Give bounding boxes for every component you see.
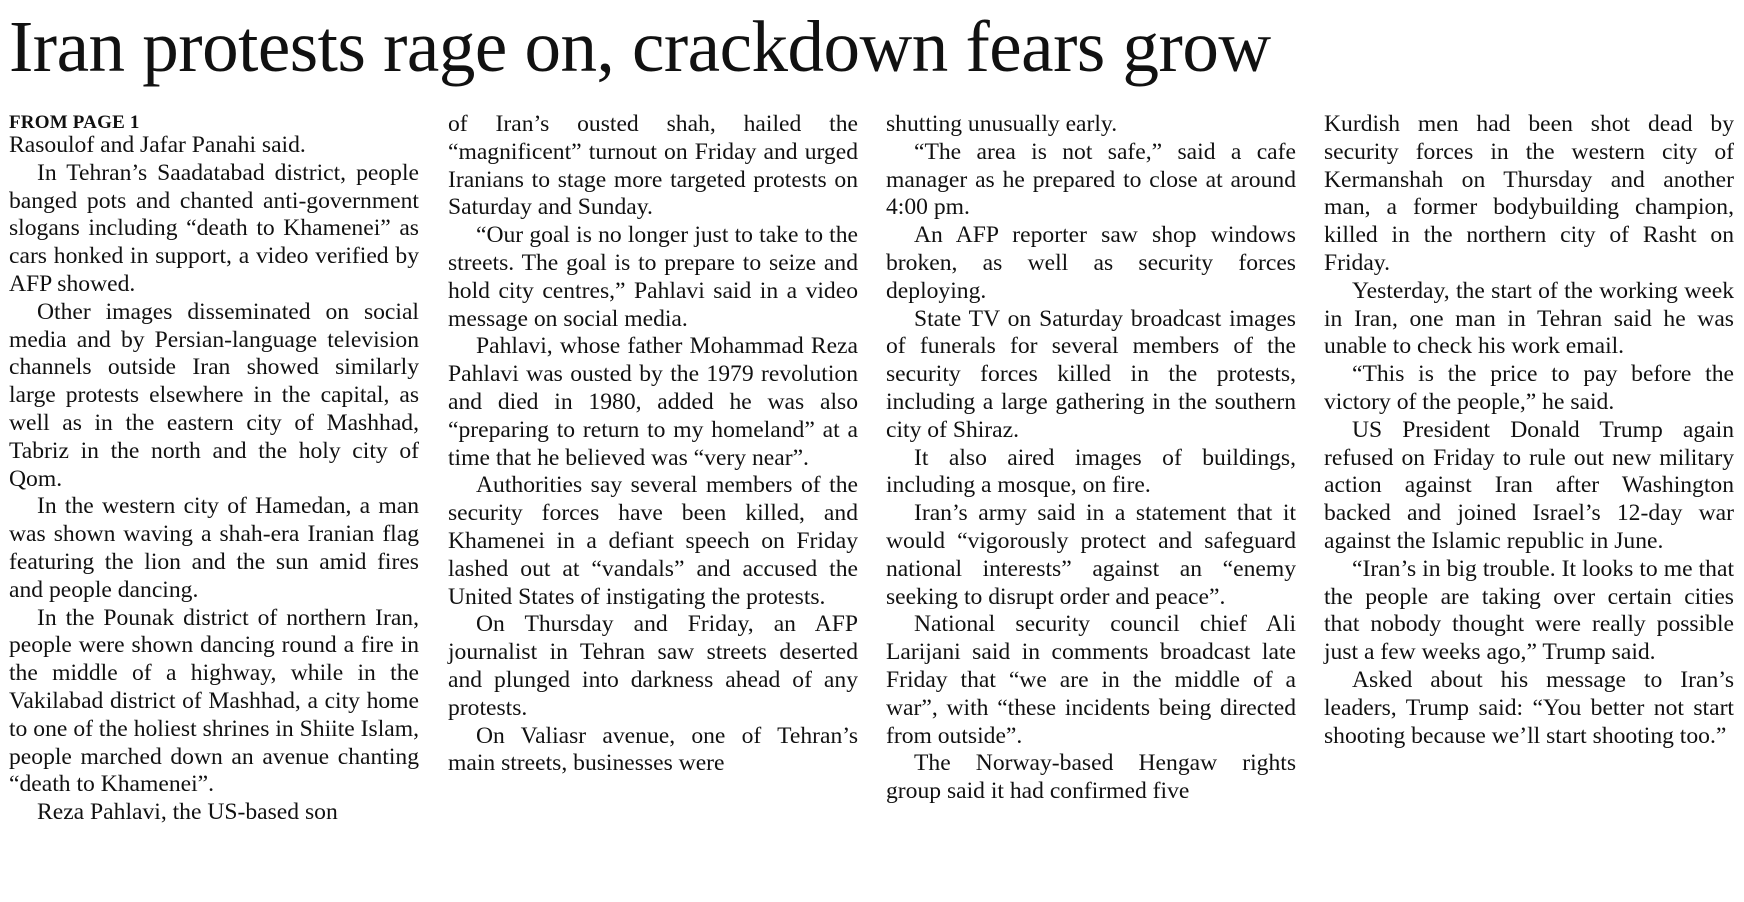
paragraph: Iran’s army said in a statement that it would “vigorously protect and safeguard national interests” against an “enemy seeking to disrupt order and peace”. xyxy=(886,500,1296,610)
paragraph: State TV on Saturday broadcast images of funerals for several members of the security forces killed in the protests, including a large gathering in the southern city of Shiraz. xyxy=(886,305,1296,443)
paragraph: Rasoulof and Jafar Panahi said. xyxy=(9,132,306,158)
paragraph: “Our goal is no longer just to take to the streets. The goal is to prepare to seize and hold city centres,” Pahlavi said in a video message on social media. xyxy=(448,222,858,332)
headline: Iran protests rage on, crackdown fears grow xyxy=(9,6,1271,87)
column-3 xyxy=(886,111,1296,806)
paragraph: Reza Pahlavi, the US-based son xyxy=(37,799,338,826)
paragraph: It also aired images of buildings, including a mosque, on fire. xyxy=(886,444,1296,499)
paragraph: National security council chief Ali Larijani said in comments broadcast late Friday that “we are in the middle of a war”, with “these incidents being directed from outside”. xyxy=(886,611,1296,749)
paragraph: “Iran’s in big trouble. It looks to me that the people are taking over certain cities that nobody thought were really possible just a few weeks ago,” Trump said. xyxy=(1324,555,1734,666)
paragraph: Asked about his message to Iran’s leaders, Trump said: “You better not start shooting because we’ll start shooting too.” xyxy=(1324,666,1734,749)
paragraph: of Iran’s ousted shah, hailed the “magnificent” turnout on Friday and urged Iranians to stage more targeted protests on Saturday and Sunday. xyxy=(448,111,858,221)
paragraph: In Tehran’s Saadatabad district, people banged pots and chanted anti-government slogans including “death to Khamenei” as cars honked in support, a video verified by AFP showed. xyxy=(9,159,419,297)
column-1 xyxy=(9,111,419,827)
column-2 xyxy=(448,111,858,778)
paragraph: On Valiasr avenue, one of Tehran’s main streets, businesses were xyxy=(448,722,858,777)
paragraph: “This is the price to pay before the victory of the people,” he said. xyxy=(1324,361,1734,415)
article-body xyxy=(9,111,1740,901)
paragraph: In the western city of Hamedan, a man was shown waving a shah-era Iranian flag featuring the lion and the sun amid fires and people dancing. xyxy=(9,493,419,603)
paragraph: On Thursday and Friday, an AFP journalist in Tehran saw streets deserted and plunged into darkness ahead of any protests. xyxy=(448,611,858,721)
paragraph: US President Donald Trump again refused on Friday to rule out new military action against Iran after Washington backed and joined Israel’s 12-day war against the Islamic republic in June. xyxy=(1324,416,1734,554)
column-4 xyxy=(1324,111,1734,750)
paragraph: Pahlavi, whose father Mohammad Reza Pahlavi was ousted by the 1979 revolution and died in 1980, added he was also “preparing to return to my homeland” at a time that he believed was “very near”. xyxy=(448,333,858,471)
continuation-kicker: FROM PAGE 1 xyxy=(9,112,140,133)
paragraph: The Norway-based Hengaw rights group said it had confirmed five xyxy=(886,750,1296,805)
paragraph: Other images disseminated on social media and by Persian-language television channels outside Iran showed similarly large protests elsewhere in the capital, as well as in the eastern city of Mashhad, Tabriz in the north and the holy city of Qom. xyxy=(9,298,419,492)
paragraph: Yesterday, the start of the working week in Iran, one man in Tehran said he was unable to check his work email. xyxy=(1324,277,1734,360)
paragraph: “The area is not safe,” said a cafe manager as he prepared to close at around 4:00 pm. xyxy=(886,138,1296,221)
paragraph: Kurdish men had been shot dead by security forces in the western city of Kermanshah on Thursday and another man, a former bodybuilding champion, killed in the northern city of Rasht on Friday. xyxy=(1324,111,1734,276)
paragraph: Authorities say several members of the security forces have been killed, and Khamenei in a defiant speech on Friday lashed out at “vandals” and accused the United States of instigating the protests. xyxy=(448,472,858,610)
paragraph: In the Pounak district of northern Iran, people were shown dancing round a fire in the middle of a highway, while in the Vakilabad district of Mashhad, a city home to one of the holiest shrines in Shiite Islam, people marched down an avenue chanting “death to Khamenei”. xyxy=(9,604,419,798)
paragraph: An AFP reporter saw shop windows broken, as well as security forces deploying. xyxy=(886,222,1296,304)
paragraph: shutting unusually early. xyxy=(886,111,1118,137)
